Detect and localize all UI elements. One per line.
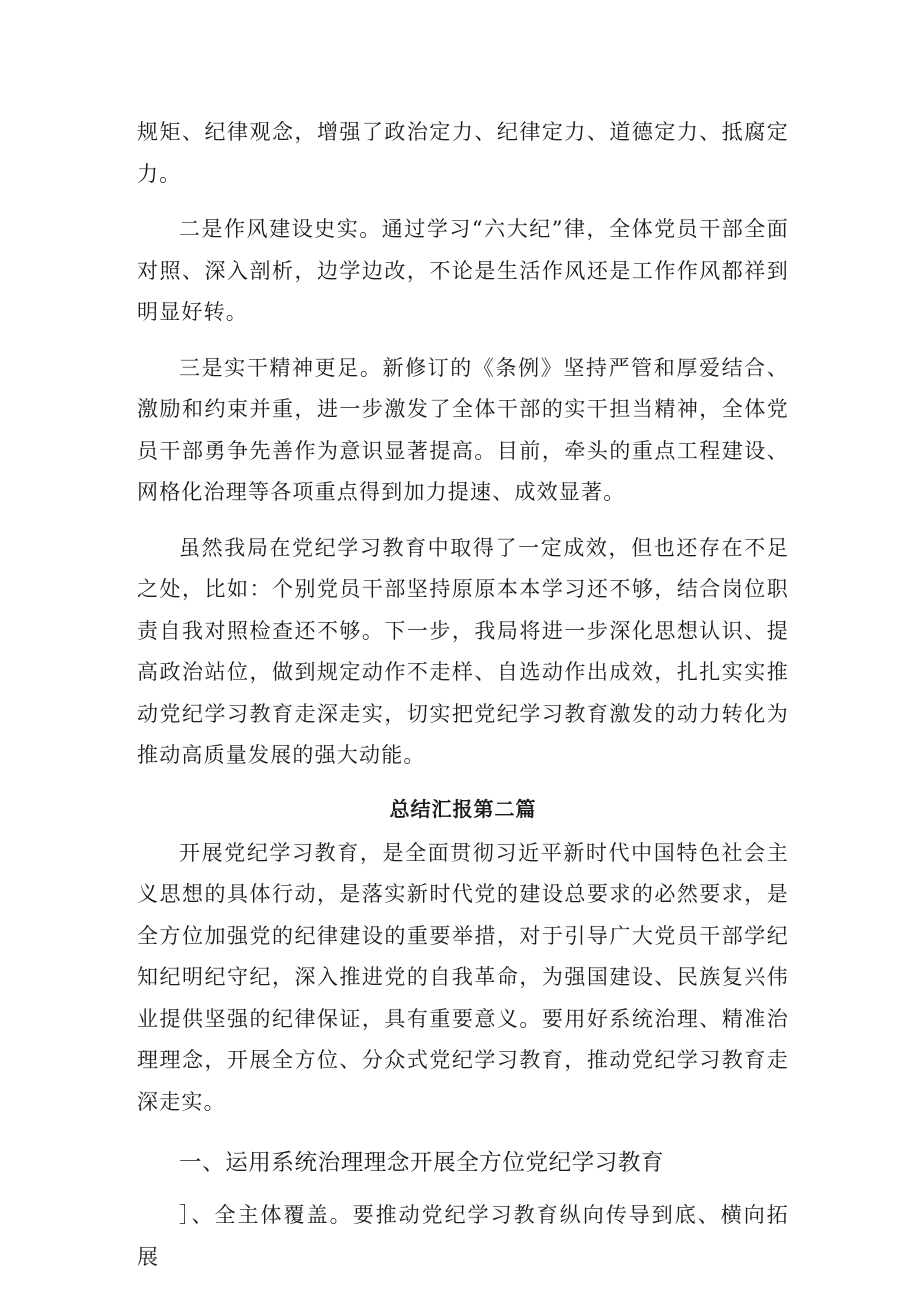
document-page xyxy=(137,112,789,1278)
paragraph-discipline-outcome: 规矩、纪律观念，增强了政治定力、纪律定力、道德定力、抵腐定力。 xyxy=(137,120,789,186)
heading-level-1: 一、运用系统治理理念开展全方位党纪学习教育 xyxy=(179,1150,665,1176)
paragraph-work-style: 二是作风建设史实。通过学习“六大纪”律，全体党员干部全面对照、深入剖析，边学边改，不论是生活作风还是工作作风都祥到明显好转。 xyxy=(137,217,789,324)
section-title: 总结汇报第二篇 xyxy=(389,796,537,821)
paragraph-intro: 开展党纪学习教育，是全面贯彻习近平新时代中国特色社会主义思想的具体行动，是落实新时代党的建设总要求的必然要求，是全方位加强党的纪律建设的重要举措，对于引导广大党员干部学纪知纪明纪守纪，深入推进党的自我革命，为强国建设、民族复兴伟业提供坚强的纪律保证，具有重要意义。要用好系统治理、精准治理理念，开展全方位、分众式党纪学习教育，推动党纪学习教育走深走实。 xyxy=(137,840,789,1114)
paragraph-full-coverage: ］、全主体覆盖。要推动党纪学习教育纵向传导到底、横向拓展 xyxy=(137,1203,789,1269)
paragraph-shortcomings: 虽然我局在党纪学习教育中取得了一定成效，但也还存在不足之处，比如：个别党员干部坚持原原本本学习还不够，结合岗位职责自我对照检查还不够。下一步，我局将进一步深化思想认识、提高政治站位，做到规定动作不走样、自选动作出成效，扎扎实实推动党纪学习教育走深走实，切实把党纪学习教育激发的动力转化为推动高质量发展的强大动能。 xyxy=(137,535,789,767)
paragraph-practical-spirit: 三是实干精神更足。新修订的《条例》坚持严管和厚爱结合、激励和约束并重，进一步激发了全体干部的实干担当精神，全体党员干部勇争先善作为意识显著提高。目前，牵头的重点工程建设、网格化治理等各项重点得到加力提速、成效显著。 xyxy=(137,355,789,504)
